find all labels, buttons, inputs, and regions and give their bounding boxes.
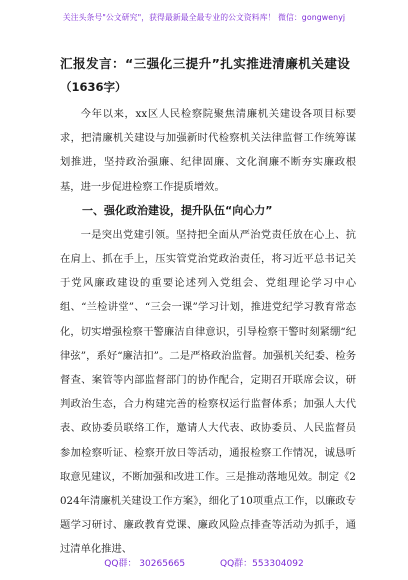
footer-qq-group-1: QQ群： 30265665: [104, 559, 186, 569]
footer-contact: [0, 557, 408, 571]
section-paragraph: 一是突出党建引领。坚持把全面从严治党责任放在心上、抗在肩上、抓在手上，压实管党治党政治责任，将习近平总书记关于党风廉政建设的重要论述列入党组会、党组理论学习中心组、“兰检讲堂”、“三会一课”学习计划，推进党纪学习教育常态化，切实增强检察干警廉洁自律意识，引导检察干警时刻紧绷“纪律弦”，系好“廉洁扣”。二是严格政治监督。加强机关纪委、检务督查、案管等内部监督部门的协作配合，定期召开联席会议，研判政治生态，合力构建完善的检察权运行监督体系；加强人大代表、政协委员联络工作，邀请人大代表、政协委员、人民监督员参加检察听证、检察开放日等活动，通报检察工作情况，诚恳听取意见建议，不断加强和改进工作。三是推动落地见效。制定《2024年清廉机关建设工作方案》，细化了10项重点工作，以廉政专题学习研讨、廉政教育党课、廉政风险点排查等活动为抓手，通过清单化推进、: [60, 228, 356, 556]
header-banner: 关注头条号"公文研究"，获得最新最全最专业的公文资料库！ 微信：gongwenyj: [62, 13, 346, 22]
document-title: 汇报发言：“三强化三提升”扎实推进清廉机关建设: [60, 56, 351, 71]
word-count: （1636字）: [60, 80, 127, 94]
footer-qq-group-2: QQ群：553304092: [220, 559, 304, 569]
document-body: [60, 34, 356, 562]
intro-paragraph: 今年以来，xx区人民检察院聚焦清廉机关建设各项目标要求，把清廉机关建设与加强新时代检察机关法律监督工作统筹谋划推进，坚持政治强廉、纪律固廉、文化润廉不断夯实廉政根基，进一步促进检察工作提质增效。: [60, 108, 356, 193]
section-heading: 一、强化政治建设，提升队伍“向心力”: [82, 203, 273, 217]
